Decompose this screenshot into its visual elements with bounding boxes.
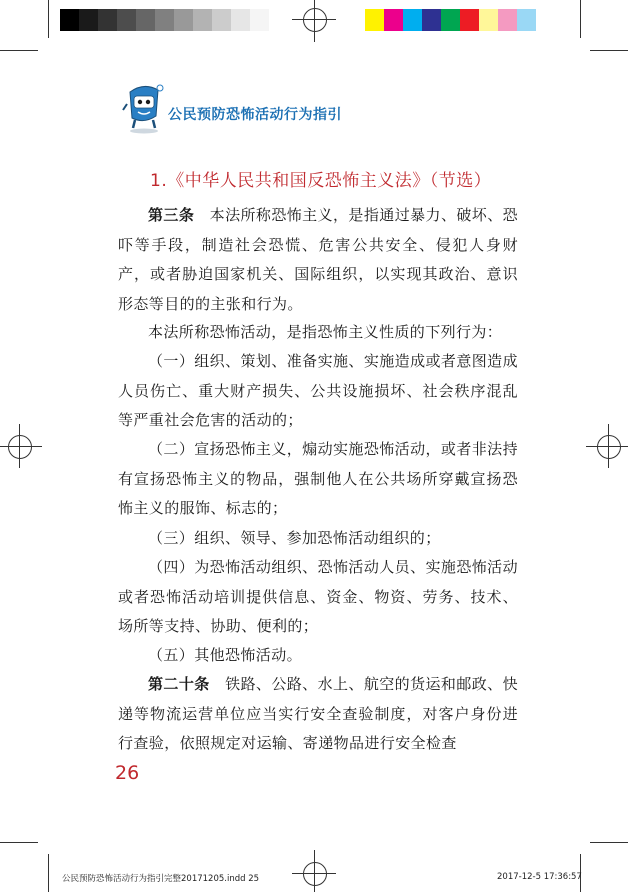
paragraph-item-4: （四）为恐怖活动组织、恐怖活动人员、实施恐怖活动或者恐怖活动培训提供信息、资金、物资、劳务、技术、场所等支持、协助、便利的； — [118, 558, 518, 635]
gray-swatch-1 — [79, 9, 98, 31]
paragraph-item-1: （一）组织、策划、准备实施、实施造成或者意图造成人员伤亡、重大财产损失、公共设施损坏、社会秩序混乱等严重社会危害的活动的； — [118, 352, 518, 429]
crop-mark-tl-h — [0, 50, 38, 51]
crop-mark-bl-v — [48, 854, 49, 892]
law-title: 1.《中华人民共和国反恐怖主义法》（节选） — [150, 171, 492, 191]
color-swatch-2 — [403, 9, 422, 31]
color-swatch-0 — [365, 9, 384, 31]
crop-mark-tl-v — [48, 0, 49, 38]
registration-line-left-v — [19, 424, 20, 468]
color-swatch-3 — [422, 9, 441, 31]
registration-line-top-v — [314, 0, 315, 42]
gray-swatch-6 — [174, 9, 193, 31]
color-swatch-9 — [536, 9, 555, 31]
gray-swatch-4 — [136, 9, 155, 31]
registration-mark-left — [8, 435, 32, 459]
crop-mark-br-h — [590, 842, 628, 843]
registration-line-right-h — [586, 446, 628, 447]
registration-line-top-h — [292, 19, 336, 20]
color-swatch-6 — [479, 9, 498, 31]
crop-mark-bl-h — [0, 842, 38, 843]
article-label: 第二十条 — [148, 675, 210, 693]
header-title: 公民预防恐怖活动行为指引 — [168, 107, 342, 123]
grayscale-calibration-bar — [60, 9, 288, 31]
registration-line-right-v — [608, 424, 609, 468]
color-swatch-5 — [460, 9, 479, 31]
paragraph-item-3: （三）组织、领导、参加恐怖活动组织的； — [148, 529, 441, 547]
paragraph-item-5: （五）其他恐怖活动。 — [148, 646, 303, 664]
crop-mark-tr-h — [590, 50, 628, 51]
crop-mark-tr-v — [580, 0, 581, 38]
registration-line-bottom-h — [292, 873, 336, 874]
gray-swatch-5 — [155, 9, 174, 31]
gray-swatch-8 — [212, 9, 231, 31]
mascot-icon — [122, 82, 166, 134]
paragraph-article-20 — [118, 670, 518, 759]
gray-swatch-2 — [98, 9, 117, 31]
footer-timestamp: 2017-12-5 17:36:57 — [497, 872, 582, 882]
color-swatch-4 — [441, 9, 460, 31]
footer-filename: 公民预防恐怖活动行为指引完整20171205.indd 25 — [62, 874, 260, 884]
article-label: 第三条 — [148, 206, 195, 224]
registration-line-bottom-v — [314, 850, 315, 892]
gray-swatch-10 — [250, 9, 269, 31]
paragraph-definition: 本法所称恐怖活动，是指恐怖主义性质的下列行为： — [148, 323, 503, 341]
gray-swatch-9 — [231, 9, 250, 31]
registration-mark-top — [303, 8, 327, 32]
gray-swatch-11 — [269, 9, 288, 31]
paragraph-text: 铁路、公路、水上、航空的货运和邮政、快递等物流运营单位应当实行安全查验制度，对客户身份进行查验，依照规定对运输、寄递物品进行安全检查 — [118, 675, 518, 752]
registration-mark-bottom — [303, 862, 327, 886]
registration-line-left-h — [0, 446, 42, 447]
gray-swatch-3 — [117, 9, 136, 31]
color-swatch-8 — [517, 9, 536, 31]
color-calibration-bar — [365, 9, 555, 31]
gray-swatch-0 — [60, 9, 79, 31]
color-swatch-1 — [384, 9, 403, 31]
page-number: 26 — [115, 762, 140, 784]
gray-swatch-7 — [193, 9, 212, 31]
paragraph-article-3 — [118, 201, 518, 319]
registration-mark-right — [597, 435, 621, 459]
paragraph-item-2: （二）宣扬恐怖主义，煽动实施恐怖活动，或者非法持有宣扬恐怖主义的物品，强制他人在公共场所穿戴宣扬恐怖主义的服饰、标志的； — [118, 440, 518, 517]
paragraph-text: 本法所称恐怖主义，是指通过暴力、破坏、恐吓等手段，制造社会恐慌、危害公共安全、侵犯人身财产，或者胁迫国家机关、国际组织，以实现其政治、意识形态等目的的主张和行为。 — [118, 206, 519, 313]
color-swatch-7 — [498, 9, 517, 31]
